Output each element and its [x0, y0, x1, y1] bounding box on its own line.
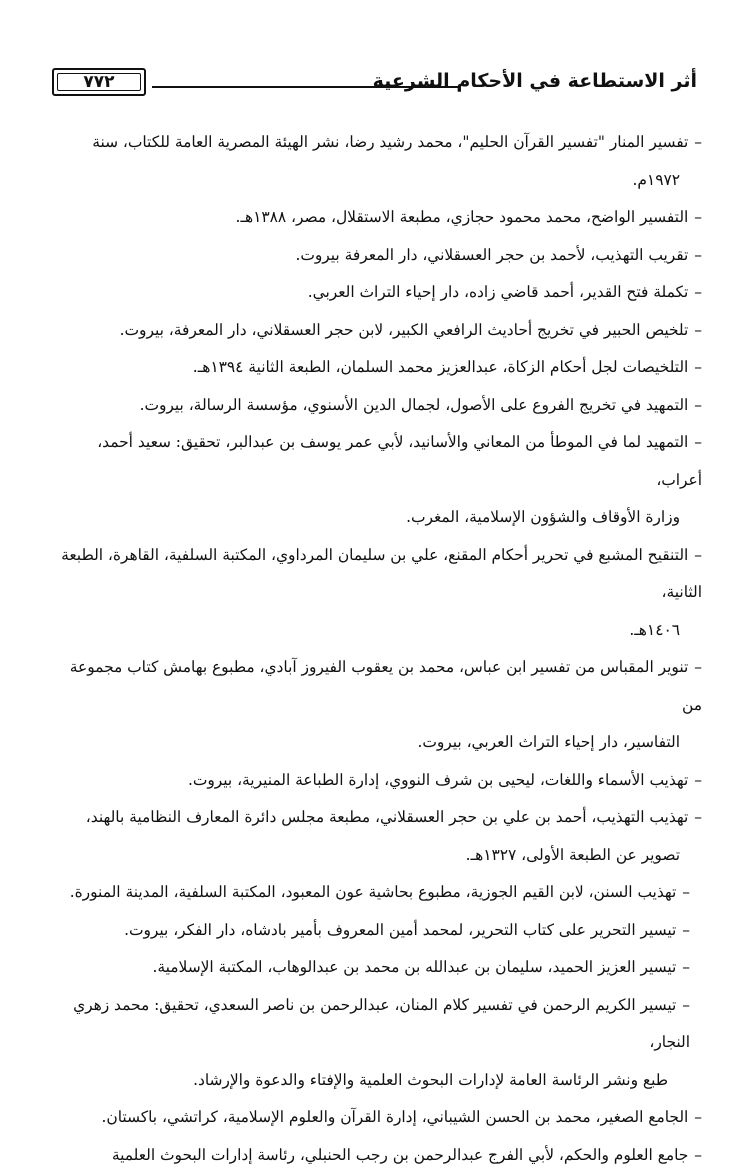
entry-text: تيسير الكريم الرحمن في تفسير كلام المنان، عبدالرحمن بن ناصر السعدي، تحقيق: محمد زهري النجار،: [73, 996, 690, 1052]
entry-continuation: تصوير عن الطبعة الأولى، ١٣٢٧هـ.: [52, 837, 702, 875]
entry-continuation: وزارة الأوقاف والشؤون الإسلامية، المغرب.: [52, 499, 702, 537]
entry-continuation: ١٤٠٦هـ.: [52, 612, 702, 650]
entry-text: جامع العلوم والحكم، لأبي الفرج عبدالرحمن بن رجب الحنبلي، رئاسة إدارات البحوث العلمية: [112, 1146, 688, 1164]
bibliography-entry: –التلخيصات لجل أحكام الزكاة، عبدالعزيز محمد السلمان، الطبعة الثانية ١٣٩٤هـ.: [52, 349, 702, 387]
entry-continuation: التفاسير، دار إحياء التراث العربي، بيروت.: [52, 724, 702, 762]
bibliography-entry: –تقريب التهذيب، لأحمد بن حجر العسقلاني، دار المعرفة بيروت.: [52, 237, 702, 275]
page-number-box: [52, 68, 146, 96]
entry-text: التنقيح المشبع في تحرير أحكام المقنع، علي بن سليمان المرداوي، المكتبة السلفية، القاهرة، الطبعة الثانية،: [61, 546, 702, 602]
entry-text: تهذيب الأسماء واللغات، ليحيى بن شرف النووي، إدارة الطباعة المنيرية، بيروت.: [188, 771, 688, 789]
bibliography-entry: –التمهيد في تخريج الفروع على الأصول، لجمال الدين الأسنوي، مؤسسة الرسالة، بيروت.: [52, 387, 702, 425]
page-number: ٧٧٢: [83, 72, 114, 92]
bibliography-entry: –تكملة فتح القدير، أحمد قاضي زاده، دار إحياء التراث العربي.: [52, 274, 702, 312]
entry-text: التلخيصات لجل أحكام الزكاة، عبدالعزيز محمد السلمان، الطبعة الثانية ١٣٩٤هـ.: [193, 358, 689, 376]
entry-text: تهذيب السنن، لابن القيم الجوزية، مطبوع بحاشية عون المعبود، المكتبة السلفية، المدينة المنورة.: [70, 883, 677, 901]
entry-text: تفسير المنار "تفسير القرآن الحليم"، محمد رشيد رضا، نشر الهيئة المصرية العامة للكتاب، سنة: [92, 133, 688, 151]
bibliography-entry: –تهذيب الأسماء واللغات، ليحيى بن شرف النووي، إدارة الطباعة المنيرية، بيروت.: [52, 762, 702, 800]
entry-text: التمهيد في تخريج الفروع على الأصول، لجمال الدين الأسنوي، مؤسسة الرسالة، بيروت.: [140, 396, 689, 414]
bibliography-entry: –التنقيح المشبع في تحرير أحكام المقنع، علي بن سليمان المرداوي، المكتبة السلفية، القاهرة، الطبعة الثانية، ١٤٠٦هـ.: [52, 537, 702, 650]
entry-text: الجامع الصغير، محمد بن الحسن الشيباني، إدارة القرآن والعلوم الإسلامية، كراتشي، باكستان.: [102, 1108, 689, 1126]
entry-text: تيسير العزيز الحميد، سليمان بن عبدالله بن محمد بن عبدالوهاب، المكتبة الإسلامية.: [152, 958, 676, 976]
bibliography-entry: –التمهيد لما في الموطأ من المعاني والأسانيد، لأبي عمر يوسف بن عبدالبر، تحقيق: سعيد أحمد، أعراب، وزارة الأوقاف والشؤون الإسلامية، المغرب.: [52, 424, 702, 537]
entry-continuation: ١٩٧٢م.: [52, 162, 702, 200]
entry-text: تقريب التهذيب، لأحمد بن حجر العسقلاني، دار المعرفة بيروت.: [295, 246, 688, 264]
bibliography-entry: –تنوير المقباس من تفسير ابن عباس، محمد بن يعقوب الفيروز آبادي، مطبوع بهامش كتاب مجموعة من التفاسير، دار إحياء التراث العربي، بيروت.: [52, 649, 702, 762]
bibliography-list: [52, 124, 702, 1174]
bibliography-entry: –تيسير الكريم الرحمن في تفسير كلام المنان، عبدالرحمن بن ناصر السعدي، تحقيق: محمد زهري النجار، طبع ونشر الرئاسة العامة لإدارات البحوث العلمية والإفتاء والدعوة والإرشاد.: [52, 987, 702, 1100]
entry-continuation: طبع ونشر الرئاسة العامة لإدارات البحوث العلمية والإفتاء والدعوة والإرشاد.: [52, 1062, 690, 1100]
page-header: [52, 64, 697, 104]
bibliography-entry: –تيسير العزيز الحميد، سليمان بن عبدالله بن محمد بن عبدالوهاب، المكتبة الإسلامية.: [52, 949, 702, 987]
entry-text: تيسير التحرير على كتاب التحرير، لمحمد أمين المعروف بأمير بادشاه، دار الفكر، بيروت.: [124, 921, 676, 939]
entry-text: تلخيص الحبير في تخريج أحاديث الرافعي الكبير، لابن حجر العسقلاني، دار المعرفة، بيروت.: [120, 321, 689, 339]
entry-text: تنوير المقباس من تفسير ابن عباس، محمد بن يعقوب الفيروز آبادي، مطبوع بهامش كتاب مجموعة من: [70, 658, 702, 714]
entry-text: تكملة فتح القدير، أحمد قاضي زاده، دار إحياء التراث العربي.: [308, 283, 689, 301]
entry-text: التمهيد لما في الموطأ من المعاني والأسانيد، لأبي عمر يوسف بن عبدالبر، تحقيق: سعيد أحمد، أعراب،: [97, 433, 702, 489]
bibliography-entry: –التفسير الواضح، محمد محمود حجازي، مطبعة الاستقلال، مصر، ١٣٨٨هـ.: [52, 199, 702, 237]
bibliography-entry: –تهذيب السنن، لابن القيم الجوزية، مطبوع بحاشية عون المعبود، المكتبة السلفية، المدينة المنورة.: [52, 874, 702, 912]
entry-text: التفسير الواضح، محمد محمود حجازي، مطبعة الاستقلال، مصر، ١٣٨٨هـ.: [236, 208, 689, 226]
book-title: أثر الاستطاعة في الأحكام الشرعية: [373, 70, 697, 92]
entry-text: تهذيب التهذيب، أحمد بن علي بن حجر العسقلاني، مطبعة مجلس دائرة المعارف النظامية بالهند،: [86, 808, 689, 826]
bibliography-entry: –تهذيب التهذيب، أحمد بن علي بن حجر العسقلاني، مطبعة مجلس دائرة المعارف النظامية بالهند، تصوير عن الطبعة الأولى، ١٣٢٧هـ.: [52, 799, 702, 874]
bibliography-entry: –جامع العلوم والحكم، لأبي الفرج عبدالرحمن بن رجب الحنبلي، رئاسة إدارات البحوث العلمية: [52, 1137, 702, 1174]
bibliography-entry: –تفسير المنار "تفسير القرآن الحليم"، محمد رشيد رضا، نشر الهيئة المصرية العامة للكتاب، سنة ١٩٧٢م.: [52, 124, 702, 199]
bibliography-entry: –تيسير التحرير على كتاب التحرير، لمحمد أمين المعروف بأمير بادشاه، دار الفكر، بيروت.: [52, 912, 702, 950]
bibliography-entry: –تلخيص الحبير في تخريج أحاديث الرافعي الكبير، لابن حجر العسقلاني، دار المعرفة، بيروت.: [52, 312, 702, 350]
bibliography-entry: –الجامع الصغير، محمد بن الحسن الشيباني، إدارة القرآن والعلوم الإسلامية، كراتشي، باكستان.: [52, 1099, 702, 1137]
